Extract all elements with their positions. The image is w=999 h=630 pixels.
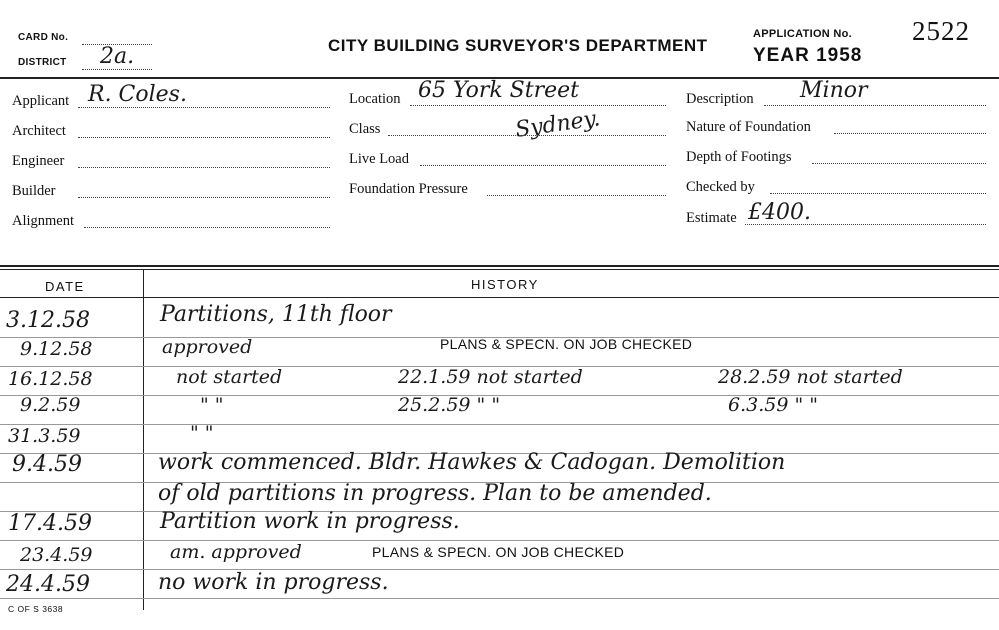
history-entry: Partition work in progress. <box>160 509 460 534</box>
nature-of-foundation-label: Nature of Foundation <box>686 119 811 135</box>
application-no-label: APPLICATION No. <box>753 28 853 40</box>
live-load-label: Live Load <box>349 151 409 167</box>
history-entry: " " <box>200 394 224 416</box>
history-entry: approved <box>162 336 253 358</box>
department-title: CITY BUILDING SURVEYOR'S DEPARTMENT <box>328 36 708 55</box>
history-date: 9.12.58 <box>20 338 93 360</box>
depth-of-footings-label: Depth of Footings <box>686 149 792 165</box>
card-no-label: CARD No. <box>18 32 69 43</box>
history-entry: " " <box>190 422 214 444</box>
builder-line <box>78 197 330 198</box>
engineer-label: Engineer <box>12 153 65 169</box>
history-date: 24.4.59 <box>6 572 90 597</box>
form-code: C OF S 3638 <box>8 604 64 614</box>
foundation-pressure-label: Foundation Pressure <box>349 181 468 197</box>
history-date: 16.12.58 <box>8 368 93 390</box>
history-entry: Partitions, 11th floor <box>160 302 392 327</box>
history-entry: of old partitions in progress. Plan to be amended. <box>158 481 712 506</box>
description-label: Description <box>686 91 754 107</box>
application-no: 2522 <box>912 16 970 46</box>
history-date: 17.4.59 <box>8 511 92 536</box>
nature-of-foundation-line <box>834 133 986 134</box>
year: YEAR 1958 <box>753 45 863 66</box>
applicant-label: Applicant <box>12 93 70 109</box>
history-date: 3.12.58 <box>6 308 90 333</box>
description-value: Minor <box>800 78 868 103</box>
history-top-border-inner <box>0 269 999 270</box>
history-entry: work commenced. Bldr. Hawkes & Cadogan. Demolition <box>158 450 786 475</box>
history-date: 9.2.59 <box>20 394 81 416</box>
stamp-plans-checked: PLANS & SPECN. ON JOB CHECKED <box>372 544 625 560</box>
location-line <box>410 105 666 106</box>
architect-line <box>78 137 330 138</box>
estimate-label: Estimate <box>686 210 737 226</box>
history-date: 23.4.59 <box>20 544 93 566</box>
history-date: 31.3.59 <box>8 425 81 447</box>
row-line <box>0 540 999 541</box>
district-line <box>82 69 152 70</box>
row-line <box>0 569 999 570</box>
foundation-pressure-line <box>487 195 666 196</box>
builder-label: Builder <box>12 183 56 199</box>
checked-by-label: Checked by <box>686 179 755 195</box>
date-column-divider <box>143 270 144 610</box>
applicant-line <box>78 107 330 108</box>
applicant-value: R. Coles. <box>88 82 187 107</box>
history-entry: 25.2.59 " " <box>398 394 501 416</box>
location-value-2: Sydney. <box>513 106 602 143</box>
history-entry: 6.3.59 " " <box>728 394 818 416</box>
history-date: 9.4.59 <box>12 452 82 477</box>
district-value: 2a. <box>100 44 135 69</box>
history-entry: not started <box>176 366 283 388</box>
location-label: Location <box>349 91 401 107</box>
location-value-1: 65 York Street <box>418 78 579 103</box>
history-entry: 28.2.59 not started <box>718 366 903 388</box>
alignment-line <box>84 227 330 228</box>
class-label: Class <box>349 121 381 137</box>
history-top-border <box>0 265 999 267</box>
history-header-divider <box>0 297 999 298</box>
row-line <box>0 598 999 599</box>
depth-of-footings-line <box>812 163 986 164</box>
estimate-value: £400. <box>748 200 811 225</box>
row-line <box>0 511 999 512</box>
alignment-label: Alignment <box>12 213 75 229</box>
stamp-plans-checked: PLANS & SPECN. ON JOB CHECKED <box>440 336 693 352</box>
history-entry: am. approved <box>170 541 302 563</box>
live-load-line <box>420 165 666 166</box>
engineer-line <box>78 167 330 168</box>
date-header: DATE <box>45 279 85 294</box>
description-line <box>764 105 986 106</box>
architect-label: Architect <box>12 123 66 139</box>
history-entry: 22.1.59 not started <box>398 366 583 388</box>
district-label: DISTRICT <box>18 57 67 68</box>
history-entry: no work in progress. <box>158 570 389 595</box>
row-line <box>0 424 999 425</box>
checked-by-line <box>770 193 986 194</box>
class-line <box>388 135 666 136</box>
history-header: HISTORY <box>471 277 539 292</box>
